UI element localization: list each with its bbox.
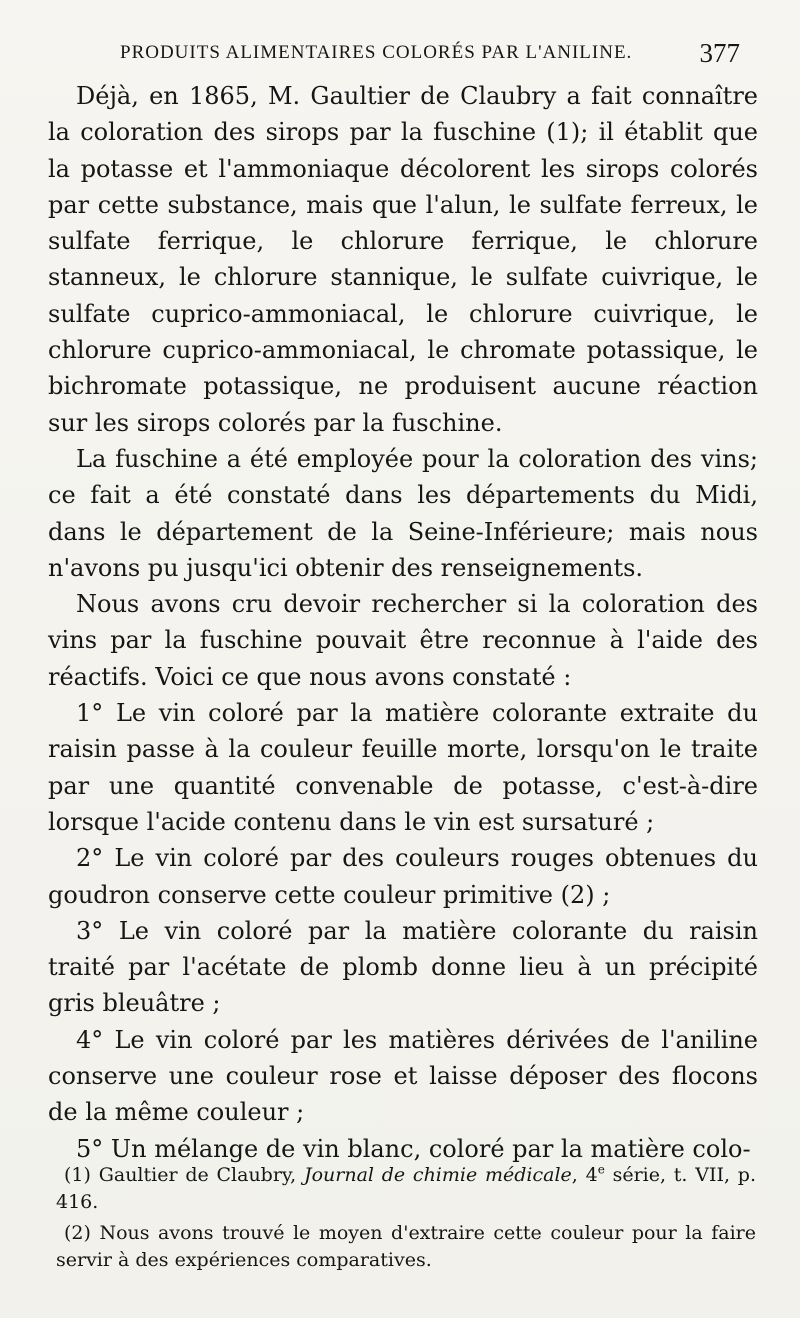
footnote-2: (2) Nous avons trouvé le moyen d'extraire cette couleur pour la faire servir à des expériences comparatives. bbox=[56, 1222, 756, 1271]
footnote-1-author: (1) Gaultier de Claubry, bbox=[64, 1164, 304, 1186]
paragraph: 2° Le vin coloré par des couleurs rouges obtenues du goudron conserve cette couleur primitive (2) ; bbox=[48, 844, 758, 909]
page-header bbox=[120, 38, 740, 72]
footnote-1-superscript: e bbox=[597, 1162, 605, 1177]
paragraph: Déjà, en 1865, M. Gaultier de Claubry a fait connaître la coloration des sirops par la fuschine (1); il établit que la potasse et l'ammoniaque décolorent les sirops colorés par cette substance, mais que l'alun, le sulfate ferreux, le sulfate ferrique, le chlorure ferrique, le chlorure stanneux, le chlorure stannique, le sulfate cuivrique, le sulfate cuprico-ammoniacal, le chlorure cuivrique, le chlorure cuprico-ammoniacal, le chromate potassique, le bichromate potassique, ne produisent aucune réaction sur les sirops colorés par la fuschine. bbox=[48, 82, 758, 437]
paragraph: 5° Un mélange de vin blanc, coloré par la matière colo- bbox=[76, 1134, 751, 1163]
paragraph: 1° Le vin coloré par la matière colorante extraite du raisin passe à la couleur feuille morte, lorsqu'on le traite par une quantité convenable de potasse, c'est-à-dire lorsque l'acide contenu dans le vin est sursaturé ; bbox=[48, 699, 758, 836]
running-title: PRODUITS ALIMENTAIRES COLORÉS PAR L'ANILINE. bbox=[120, 42, 633, 63]
footnote-1-serie: , 4 bbox=[571, 1164, 598, 1186]
footnote-1-reference: série, t. VII, p. 416. bbox=[56, 1164, 756, 1213]
footnotes bbox=[56, 1162, 756, 1278]
paragraph: 3° Le vin coloré par la matière colorante du raisin traité par l'acétate de plomb donne lieu à un précipité gris bleuâtre ; bbox=[48, 916, 758, 1018]
paragraph: Nous avons cru devoir rechercher si la coloration des vins par la fuschine pouvait être reconnue à l'aide des réactifs. Voici ce que nous avons constaté : bbox=[48, 590, 758, 691]
footnote-1 bbox=[56, 1162, 756, 1216]
page-number: 377 bbox=[699, 38, 740, 68]
paragraph: 4° Le vin coloré par les matières dérivées de l'aniline conserve une couleur rose et laisse déposer des flocons de la même couleur ; bbox=[48, 1025, 758, 1127]
body-text bbox=[48, 78, 758, 1167]
paragraph: La fuschine a été employée pour la coloration des vins; ce fait a été constaté dans les départements du Midi, dans le département de la Seine-Inférieure; mais nous n'avons pu jusqu'ici obtenir des renseignements. bbox=[48, 444, 758, 582]
footnote-1-journal: Journal de chimie médicale bbox=[303, 1164, 572, 1186]
